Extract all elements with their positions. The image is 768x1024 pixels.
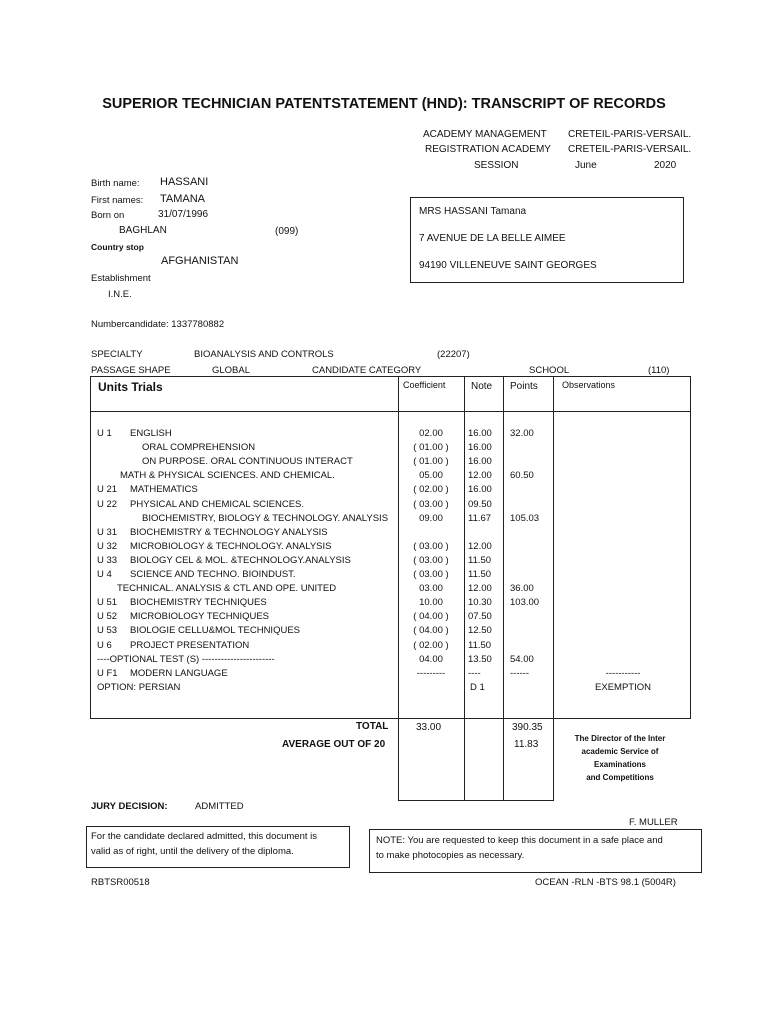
row-code: U 32 [97, 540, 118, 552]
row-points: 36.00 [510, 583, 534, 595]
row-points: 103.00 [510, 597, 540, 609]
row-note: 16.00 [468, 484, 492, 496]
row-code: U 51 [97, 597, 118, 609]
session-year: 2020 [654, 160, 677, 171]
row-points: 54.00 [510, 653, 534, 665]
keep-note-line-1: NOTE: You are requested to keep this document in a safe place and [376, 835, 663, 846]
row-label: BIOLOGIE CELLU&MOL TECHNIQUES [130, 625, 300, 637]
row-note: 16.00 [468, 442, 492, 454]
row-coefficient: 02.00 [419, 428, 443, 439]
row-note: 13.50 [468, 653, 492, 665]
row-coefficient: ( 03.00 ) [413, 540, 449, 552]
header-points: Points [510, 381, 538, 392]
row-coefficient: --------- [416, 667, 446, 679]
total-points: 390.35 [512, 722, 543, 733]
row-coefficient: 04.00 [419, 653, 443, 665]
row-note: 12.00 [468, 583, 492, 595]
session-label: SESSION [474, 160, 519, 171]
row-code: U 53 [97, 625, 118, 637]
signatory: F. MULLER [629, 817, 678, 828]
school-code: (110) [648, 365, 670, 376]
row-label: BIOCHEMISTRY & TECHNOLOGY ANALYSIS [130, 526, 328, 538]
column-divider [464, 376, 465, 800]
academy-management-value: CRETEIL-PARIS-VERSAIL. [568, 129, 692, 140]
row-label: MATHEMATICS [130, 484, 198, 496]
keep-document-note-box [369, 829, 702, 873]
row-label: PROJECT PRESENTATION [130, 639, 250, 651]
row-note: 11.50 [468, 554, 492, 566]
registration-academy-value: CRETEIL-PARIS-VERSAIL. [568, 144, 692, 155]
average-value: 11.83 [514, 739, 539, 750]
row-note: 16.00 [468, 428, 492, 439]
row-label: MICROBIOLOGY & TECHNOLOGY. ANALYSIS [130, 540, 332, 552]
address-line-2: 7 AVENUE DE LA BELLE AIMEE [419, 233, 566, 244]
row-note: 07.50 [468, 611, 492, 623]
country-label: Country stop [91, 242, 144, 252]
row-note: 09.50 [468, 498, 492, 510]
average-label: AVERAGE OUT OF 20 [282, 739, 386, 750]
row-label: BIOCHEMISTRY, BIOLOGY & TECHNOLOGY. ANALYSIS [142, 512, 389, 524]
row-label: BIOLOGY CEL & MOL. &TECHNOLOGY.ANALYSIS [130, 554, 351, 566]
row-label: MATH & PHYSICAL SCIENCES. AND CHEMICAL. [120, 470, 335, 482]
header-coefficient: Coefficient [403, 380, 446, 390]
page-title: SUPERIOR TECHNICIAN PATENTSTATEMENT (HND): TRANSCRIPT OF RECORDS [102, 96, 666, 112]
column-divider [553, 376, 554, 800]
specialty-code: (22207) [437, 349, 470, 360]
country: AFGHANISTAN [161, 255, 239, 267]
row-note: 10.30 [468, 597, 492, 609]
born-on-label: Born on [91, 210, 125, 221]
row-observations: ----------- [605, 667, 641, 679]
row-coefficient: ( 01.00 ) [413, 442, 449, 454]
row-coefficient: 09.00 [419, 512, 443, 524]
validity-note-box [86, 826, 350, 868]
row-note: 16.00 [468, 456, 492, 468]
row-code: U 6 [97, 639, 112, 651]
passage-shape-value: GLOBAL [212, 365, 251, 376]
row-label: MODERN LANGUAGE [130, 667, 228, 679]
column-divider [503, 376, 504, 800]
row-code: U 33 [97, 554, 118, 566]
row-coefficient: 10.00 [419, 597, 443, 609]
row-coefficient: ( 03.00 ) [413, 554, 449, 566]
validity-note-line-2: valid as of right, until the delivery of the diploma. [91, 846, 294, 857]
totals-bottom-line [398, 800, 554, 801]
row-points: 60.50 [510, 470, 534, 482]
birth-name: HASSANI [160, 176, 209, 188]
birth-place: BAGHLAN [119, 225, 167, 236]
row-observations: EXEMPTION [595, 681, 651, 693]
academy-management-label: ACADEMY MANAGEMENT [423, 129, 547, 140]
row-code: U 22 [97, 498, 118, 510]
header-units: Units Trials [98, 380, 163, 394]
row-note: ---- [468, 667, 481, 679]
row-label: ENGLISH [130, 428, 172, 439]
row-coefficient: ( 01.00 ) [413, 456, 449, 468]
address-line-1: MRS HASSANI Tamana [419, 206, 527, 217]
row-label: ON PURPOSE. ORAL CONTINUOUS INTERACT [142, 456, 353, 468]
row-coefficient: 05.00 [419, 470, 443, 482]
director-line-2: academic Service of [581, 747, 659, 756]
director-line-4: and Competitions [586, 773, 654, 782]
row-points: 105.03 [510, 512, 540, 524]
total-coefficient: 33.00 [416, 722, 442, 733]
number-candidate: Numbercandidate: 1337780882 [91, 319, 225, 330]
row-note: 11.50 [468, 639, 492, 651]
row-code: OPTION: PERSIAN [97, 681, 181, 693]
row-note: 12.00 [468, 470, 492, 482]
row-label: ----OPTIONAL TEST (S) ----------------------- [97, 653, 275, 665]
row-code: U 52 [97, 611, 118, 623]
jury-decision-label: JURY DECISION: [91, 801, 168, 812]
row-label: TECHNICAL. ANALYSIS & CTL AND OPE. UNITED [117, 583, 337, 595]
row-coefficient: ( 03.00 ) [413, 498, 449, 510]
reference-left: RBTSR00518 [91, 877, 150, 888]
row-note: 11.67 [468, 512, 492, 524]
born-on: 31/07/1996 [158, 209, 209, 220]
row-note: 11.50 [468, 569, 492, 580]
row-note: D 1 [470, 681, 485, 693]
address-line-3: 94190 VILLENEUVE SAINT GEORGES [419, 260, 597, 271]
first-names: TAMANA [160, 193, 206, 205]
row-coefficient: ( 04.00 ) [413, 611, 449, 623]
passage-shape-label: PASSAGE SHAPE [91, 365, 171, 376]
row-coefficient: 03.00 [419, 583, 443, 595]
establishment-label: Establishment [91, 273, 151, 284]
row-label: PHYSICAL AND CHEMICAL SCIENCES. [130, 498, 305, 510]
row-label: BIOCHEMISTRY TECHNIQUES [130, 597, 267, 609]
address-box [410, 197, 684, 283]
specialty-value: BIOANALYSIS AND CONTROLS [194, 349, 334, 360]
candidate-category-label: CANDIDATE CATEGORY [312, 365, 422, 376]
school-label: SCHOOL [529, 365, 570, 376]
jury-decision-value: ADMITTED [195, 801, 244, 812]
first-names-label: First names: [91, 195, 144, 206]
row-label: SCIENCE AND TECHNO. BIOINDUST. [130, 569, 296, 580]
specialty-label: SPECIALTY [91, 349, 143, 360]
row-note: 12.50 [468, 625, 492, 637]
birth-code: (099) [275, 226, 299, 237]
header-observations: Observations [562, 380, 616, 390]
row-label: MICROBIOLOGY TECHNIQUES [130, 611, 270, 623]
row-note: 12.00 [468, 540, 492, 552]
session-month: June [575, 160, 597, 171]
row-code: U 1 [97, 428, 112, 439]
row-label: ORAL COMPREHENSION [142, 442, 256, 454]
reference-right: OCEAN -RLN -BTS 98.1 (5004R) [535, 877, 676, 888]
row-code: U 4 [97, 569, 112, 580]
row-coefficient: ( 04.00 ) [413, 625, 449, 637]
row-points: 32.00 [510, 428, 534, 439]
row-points: ------ [510, 667, 529, 679]
director-line-3: Examinations [593, 760, 646, 769]
registration-academy-label: REGISTRATION ACADEMY [425, 144, 551, 155]
row-coefficient: ( 02.00 ) [413, 639, 449, 651]
column-divider [398, 376, 399, 800]
validity-note-line-1: For the candidate declared admitted, this document is [91, 831, 318, 842]
table-header-divider [90, 411, 691, 412]
establishment: I.N.E. [108, 289, 132, 300]
keep-note-line-2: to make photocopies as necessary. [376, 850, 525, 861]
header-note: Note [471, 381, 493, 392]
row-code: U 21 [97, 484, 118, 496]
total-label: TOTAL [356, 721, 389, 732]
director-line-1: The Director of the Inter [574, 734, 666, 743]
row-coefficient: ( 03.00 ) [413, 569, 449, 580]
row-code: U F1 [97, 667, 118, 679]
row-coefficient: ( 02.00 ) [413, 484, 449, 496]
birth-name-label: Birth name: [91, 178, 140, 189]
row-code: U 31 [97, 526, 118, 538]
